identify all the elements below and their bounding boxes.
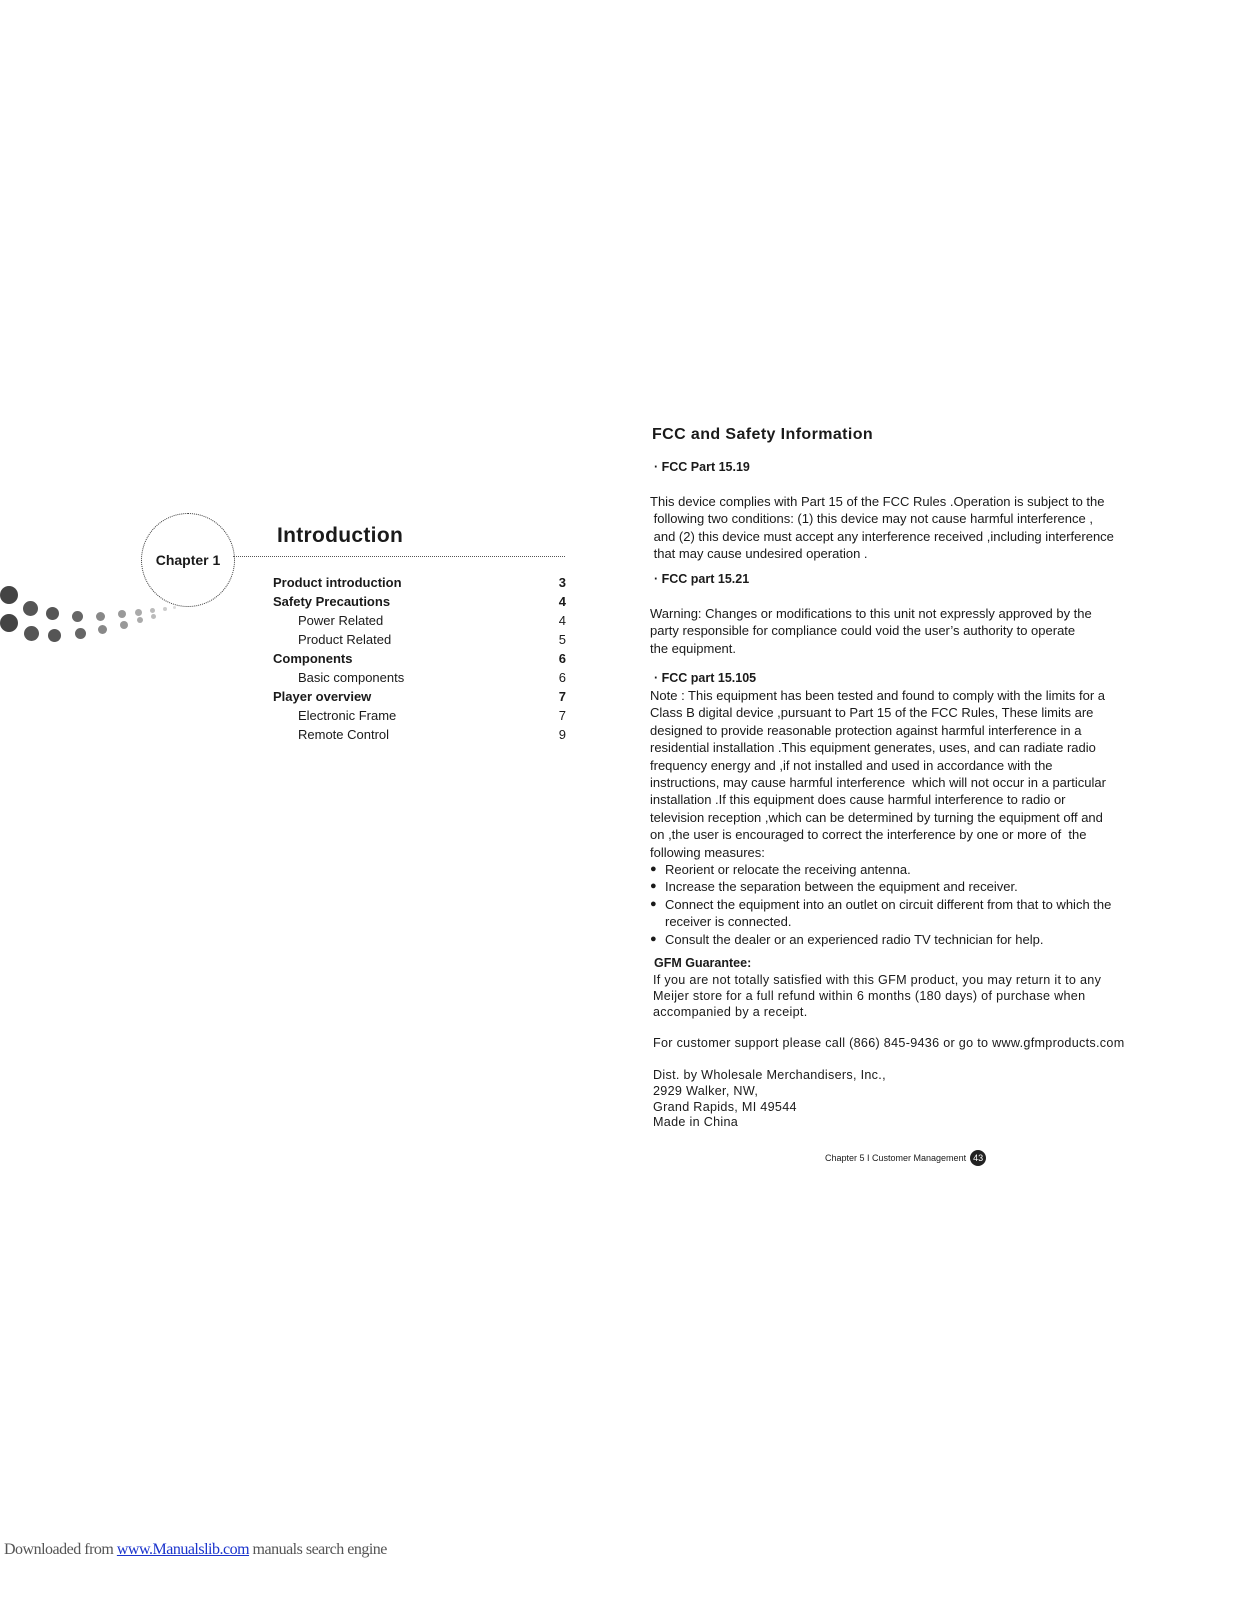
toc-entry-page: 4: [558, 594, 566, 609]
table-of-contents: [273, 573, 566, 744]
title-divider: [233, 556, 565, 557]
fcc-15-21-paragraph: Warning: Changes or modifications to this unit not expressly approved by the party responsible for compliance could void the user’s authority to operate the equipment.: [650, 606, 1092, 656]
toc-entry-title: Safety Precautions: [273, 594, 391, 609]
gfm-guarantee-heading: GFM Guarantee:: [654, 956, 752, 970]
fcc-15-105-paragraph: Note : This equipment has been tested and found to comply with the limits for a Class B digital device ,pursuant to Part 15 of the FCC Rules, These limits are designed to provide reasonable protection against harmful interference in a residential installation .This equipment generates, uses, and can radiate radio frequency energy and ,if not installed and used in accordance with the instructions, may cause harmful interference which will not occur in a particular installation .If this equipment does cause harmful interference to radio or television reception ,which can be determined by turning the equipment off and on ,the user is encouraged to correct the interference by one or more of the following measures:: [650, 688, 1106, 860]
toc-entry-title: Product Related: [298, 632, 392, 647]
toc-entry-page: 3: [558, 575, 566, 590]
gfm-guarantee-text: If you are not totally satisfied with this GFM product, you may return it to any Meijer store for a full refund within 6 months (180 days) of purchase when accompanied by a receipt.: [653, 973, 1102, 1019]
toc-entry-page: 7: [558, 708, 566, 723]
toc-entry-page: 6: [558, 670, 566, 685]
page-number-badge: 43: [970, 1150, 986, 1166]
toc-entry-title: Product introduction: [273, 575, 402, 590]
chapter-title: Introduction: [277, 524, 404, 547]
footer-label: Chapter 5 I Customer Management: [825, 1153, 967, 1163]
toc-entry: [273, 668, 566, 687]
toc-entry-title: Remote Control: [298, 727, 390, 742]
toc-entry-page: 5: [558, 632, 566, 647]
toc-entry: [273, 592, 566, 611]
toc-entry-title: Electronic Frame: [298, 708, 397, 723]
list-item: ● Consult the dealer or an experienced radio TV technician for help.: [650, 931, 1044, 947]
customer-support-text: For customer support please call (866) 845-9436 or go to www.gfmproducts.com: [653, 1036, 1125, 1050]
toc-entry-title: Components: [273, 651, 353, 666]
page-footer: [825, 1150, 986, 1166]
toc-entry: [273, 573, 566, 592]
manualslib-link[interactable]: www.Manualslib.com: [116, 1541, 250, 1558]
toc-entry-title: Player overview: [273, 689, 372, 704]
list-item: ● Increase the separation between the equipment and receiver.: [650, 879, 1018, 895]
toc-entry-page: 9: [558, 727, 566, 742]
distributor-address: Dist. by Wholesale Merchandisers, Inc., 2929 Walker, NW, Grand Rapids, MI 49544 Made in China: [653, 1068, 886, 1130]
list-item: ● Connect the equipment into an outlet on circuit different from that to which the receiver is connected.: [650, 896, 1112, 930]
toc-entry: [273, 630, 566, 649]
measures-list: [650, 861, 1140, 948]
page-title: FCC and Safety Information: [652, 426, 874, 443]
chapter-badge: [141, 513, 235, 607]
download-banner: Downloaded from www.Manualslib.com manuals search engine: [4, 1541, 387, 1558]
toc-entry-page: 6: [558, 651, 566, 666]
toc-entry-page: 4: [558, 613, 566, 628]
toc-entry: [273, 611, 566, 630]
section-heading-fcc-15-21: · FCC part 15.21: [654, 572, 750, 586]
toc-entry: [273, 706, 566, 725]
toc-entry-page: 7: [558, 689, 566, 704]
chapter-label: Chapter 1: [155, 552, 221, 568]
fcc-15-19-paragraph: This device complies with Part 15 of the FCC Rules .Operation is subject to the following two conditions: (1) this device may not cause harmful interference , and (2) this device must accept any interference received ,including interference that may cause undesired operation .: [650, 494, 1114, 562]
list-item: ● Reorient or relocate the receiving antenna.: [650, 862, 911, 877]
toc-entry: [273, 687, 566, 706]
section-heading-fcc-15-19: · FCC Part 15.19: [654, 460, 750, 474]
section-heading-fcc-15-105: · FCC part 15.105: [654, 671, 757, 685]
toc-entry: [273, 725, 566, 744]
toc-entry-title: Power Related: [298, 613, 384, 628]
toc-entry-title: Basic components: [298, 670, 405, 685]
toc-entry: [273, 649, 566, 668]
